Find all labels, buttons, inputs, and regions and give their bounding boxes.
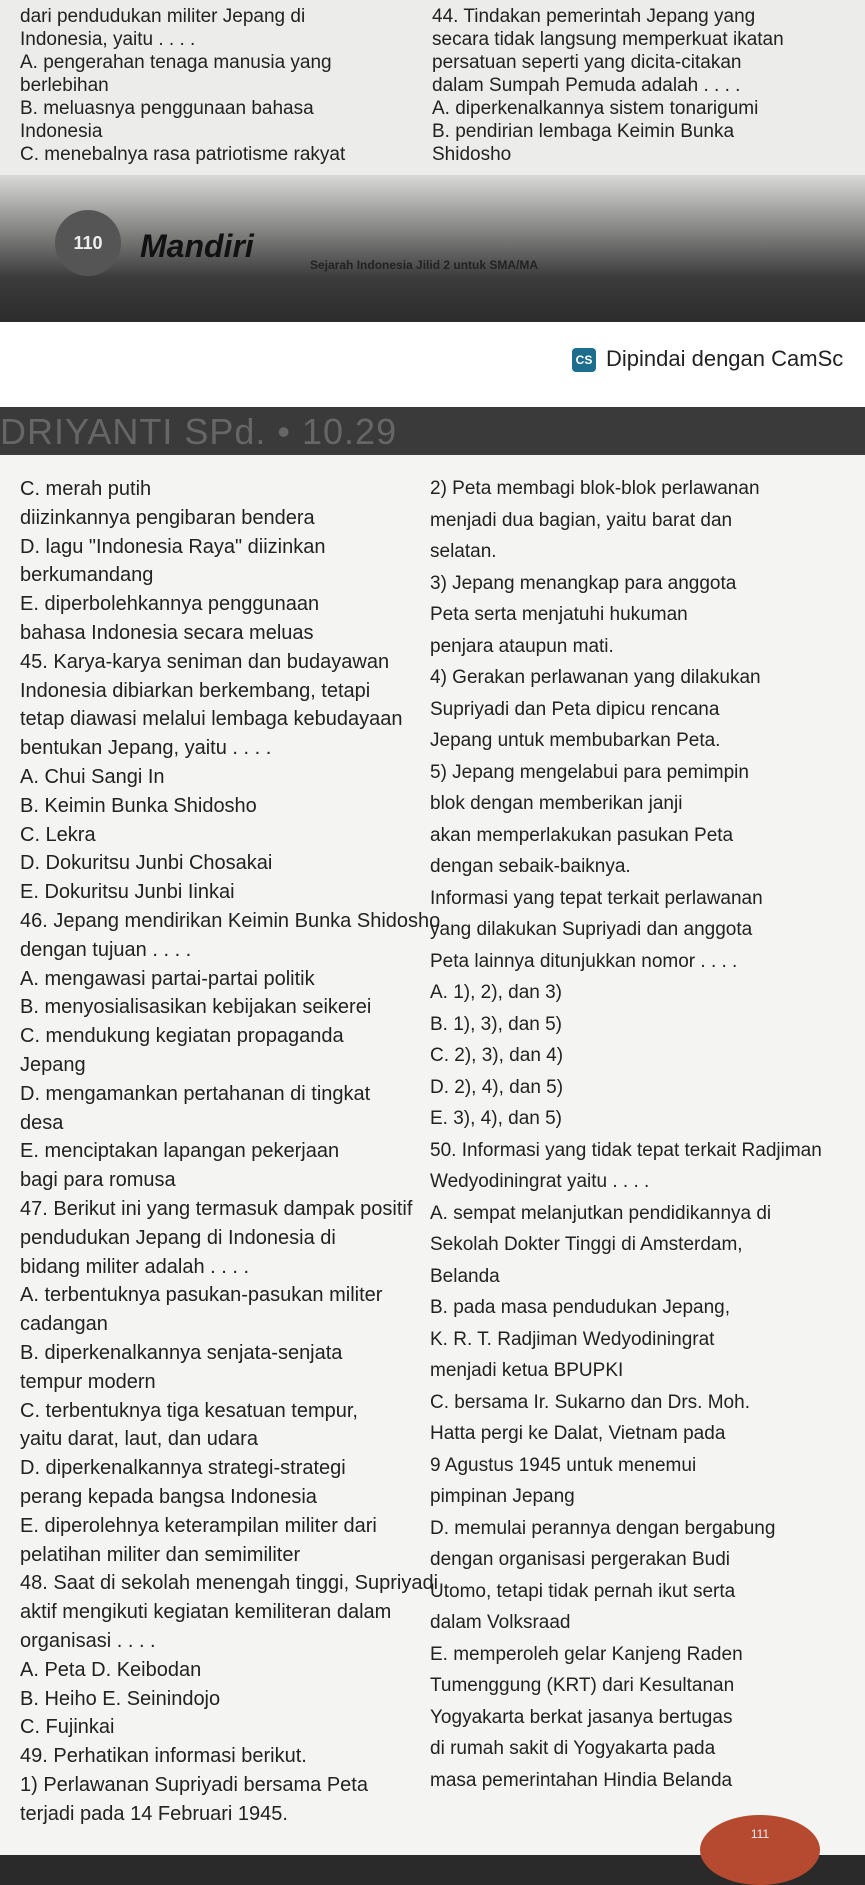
- text-line: bahasa Indonesia secara meluas: [20, 622, 314, 644]
- text-line: organisasi . . . .: [20, 1630, 156, 1652]
- text-line: berlebihan: [20, 75, 109, 96]
- text-line: Sekolah Dokter Tinggi di Amsterdam,: [430, 1234, 743, 1255]
- page-bottom-scan: [0, 407, 865, 1855]
- text-line: A. Peta D. Keibodan: [20, 1658, 202, 1681]
- text-line: diizinkannya pengibaran bendera: [20, 506, 315, 529]
- text-line: persatuan seperti yang dicita-citakan: [432, 52, 742, 73]
- text-line: C. merah putih: [20, 478, 152, 500]
- text-line: A. terbentuknya pasukan-pasukan militer: [20, 1284, 383, 1307]
- text-line: Belanda: [430, 1265, 500, 1287]
- text-line: C. Fujinkai: [20, 1716, 115, 1739]
- text-line: Jepang: [20, 1054, 86, 1076]
- camscanner-text: Dipindai dengan CamSc: [606, 346, 844, 371]
- text-line: K. R. T. Radjiman Wedyodiningrat: [430, 1328, 715, 1350]
- text-line: akan memperlakukan pasukan Peta: [430, 824, 734, 846]
- text-line: 45. Karya-karya seniman dan budayawan: [20, 650, 390, 673]
- page-number-badge: 110: [55, 210, 121, 276]
- text-line: Tumenggung (KRT) dari Kesultanan: [430, 1675, 735, 1696]
- text-line: 47. Berikut ini yang termasuk dampak positif: [20, 1198, 413, 1220]
- text-line: dalam Volksraad: [430, 1612, 571, 1633]
- text-line: perang kepada bangsa Indonesia: [20, 1486, 317, 1508]
- text-line: 3) Jepang menangkap para anggota: [430, 572, 737, 594]
- text-line: A. diperkenalkannya sistem tonarigumi: [432, 98, 759, 119]
- text-line: Hatta pergi ke Dalat, Vietnam pada: [430, 1423, 726, 1444]
- text-line: Peta serta menjatuhi hukuman: [430, 604, 688, 625]
- text-line: bidang militer adalah . . . .: [20, 1255, 250, 1278]
- scan-header-text: DRIYANTI SPd. • 10.29: [0, 411, 398, 452]
- text-line: Supriyadi dan Peta dipicu rencana: [430, 698, 720, 720]
- text-line: blok dengan memberikan janji: [430, 793, 683, 814]
- text-line: pendudukan Jepang di Indonesia di: [20, 1226, 336, 1249]
- text-line: B. diperkenalkannya senjata-senjata: [20, 1342, 343, 1364]
- text-line: Shidosho: [432, 144, 512, 165]
- text-line: C. mendukung kegiatan propaganda: [20, 1025, 344, 1048]
- text-line: Utomo, tetapi tidak pernah ikut serta: [430, 1580, 736, 1602]
- text-line: C. terbentuknya tiga kesatuan tempur,: [20, 1399, 358, 1422]
- text-line: yang dilakukan Supriyadi dan anggota: [430, 919, 753, 940]
- text-line: pimpinan Jepang: [430, 1486, 575, 1507]
- brand-title: Mandiri: [140, 228, 254, 264]
- text-line: C. Lekra: [20, 823, 96, 846]
- text-line: aktif mengikuti kegiatan kemiliteran dalam: [20, 1601, 392, 1624]
- text-line: tetap diawasi melalui lembaga kebudayaan: [20, 708, 403, 731]
- text-line: B. meluasnya penggunaan bahasa: [20, 98, 314, 119]
- text-line: penjara ataupun mati.: [430, 635, 614, 657]
- text-line: menjadi ketua BPUPKI: [430, 1360, 624, 1381]
- text-line: C. menebalnya rasa patriotisme rakyat: [20, 144, 346, 165]
- text-line: A. 1), 2), dan 3): [430, 982, 563, 1003]
- text-line: dengan tujuan . . . .: [20, 938, 192, 961]
- text-line: B. pada masa pendudukan Jepang,: [430, 1297, 731, 1318]
- text-line: A. mengawasi partai-partai politik: [20, 967, 315, 990]
- text-line: B. pendirian lembaga Keimin Bunka: [432, 121, 735, 142]
- text-line: E. diperbolehkannya penggunaan: [20, 593, 320, 616]
- text-line: Indonesia: [20, 121, 103, 142]
- text-line: E. 3), 4), dan 5): [430, 1108, 563, 1129]
- text-line: D. mengamankan pertahanan di tingkat: [20, 1082, 371, 1105]
- text-line: C. bersama Ir. Sukarno dan Drs. Moh.: [430, 1391, 750, 1413]
- text-line: D. diperkenalkannya strategi-strategi: [20, 1457, 346, 1480]
- text-line: di rumah sakit di Yogyakarta pada: [430, 1738, 716, 1759]
- text-line: Yogyakarta berkat jasanya bertugas: [430, 1706, 733, 1728]
- text-line: B. Heiho E. Seinindojo: [20, 1687, 221, 1710]
- text-line: terjadi pada 14 Februari 1945.: [20, 1802, 288, 1825]
- text-line: A. sempat melanjutkan pendidikannya di: [430, 1202, 772, 1224]
- text-line: B. Keimin Bunka Shidosho: [20, 794, 257, 817]
- text-line: masa pemerintahan Hindia Belanda: [430, 1769, 733, 1791]
- text-line: 48. Saat di sekolah menengah tinggi, Supriyadi: [20, 1572, 439, 1595]
- text-line: dari pendudukan militer Jepang di: [20, 6, 306, 27]
- text-line: bagi para romusa: [20, 1169, 176, 1192]
- text-line: 9 Agustus 1945 untuk menemui: [430, 1454, 697, 1476]
- text-line: menjadi dua bagian, yaitu barat dan: [430, 509, 733, 531]
- text-line: 46. Jepang mendirikan Keimin Bunka Shidosho: [20, 910, 441, 932]
- text-line: 1) Perlawanan Supriyadi bersama Peta: [20, 1774, 368, 1796]
- text-line: 2) Peta membagi blok-blok perlawanan: [430, 478, 760, 499]
- text-line: A. pengerahan tenaga manusia yang: [20, 52, 332, 73]
- text-line: Peta lainnya ditunjukkan nomor . . . .: [430, 950, 738, 972]
- text-line: selatan.: [430, 541, 497, 562]
- text-line: Informasi yang tepat terkait perlawanan: [430, 887, 763, 909]
- text-line: 5) Jepang mengelabui para pemimpin: [430, 761, 749, 783]
- camscanner-logo-icon: CS: [572, 348, 596, 372]
- text-line: D. 2), 4), dan 5): [430, 1076, 564, 1098]
- text-line: Indonesia dibiarkan berkembang, tetapi: [20, 679, 371, 702]
- text-line: E. diperolehnya keterampilan militer dari: [20, 1514, 377, 1537]
- text-line: E. Dokuritsu Junbi Iinkai: [20, 881, 235, 904]
- text-line: C. 2), 3), dan 4): [430, 1045, 564, 1066]
- text-line: E. menciptakan lapangan pekerjaan: [20, 1140, 340, 1163]
- text-line: bentukan Jepang, yaitu . . . .: [20, 737, 272, 760]
- text-line: cadangan: [20, 1313, 108, 1336]
- text-line: yaitu darat, laut, dan udara: [20, 1428, 258, 1451]
- text-line: Indonesia, yaitu . . . .: [20, 29, 196, 50]
- page-top-scan: [0, 0, 865, 322]
- text-line: B. menyosialisasikan kebijakan seikerei: [20, 996, 372, 1019]
- text-line: E. memperoleh gelar Kanjeng Raden: [430, 1643, 743, 1665]
- text-line: B. 1), 3), dan 5): [430, 1013, 563, 1035]
- text-line: secara tidak langsung memperkuat ikatan: [432, 29, 784, 50]
- text-line: desa: [20, 1111, 64, 1134]
- text-line: D. Dokuritsu Junbi Chosakai: [20, 852, 273, 875]
- text-line: pelatihan militer dan semimiliter: [20, 1543, 301, 1566]
- text-line: tempur modern: [20, 1370, 156, 1393]
- text-line: D. memulai perannya dengan bergabung: [430, 1517, 776, 1539]
- text-line: Jepang untuk membubarkan Peta.: [430, 730, 721, 751]
- text-line: dalam Sumpah Pemuda adalah . . . .: [432, 75, 741, 96]
- scan-header: [0, 407, 865, 455]
- text-line: 4) Gerakan perlawanan yang dilakukan: [430, 667, 761, 688]
- corner-mark: 111: [700, 1815, 820, 1885]
- text-line: A. Chui Sangi In: [20, 766, 165, 788]
- text-line: D. lagu "Indonesia Raya" diizinkan: [20, 535, 326, 558]
- book-subtitle: Sejarah Indonesia Jilid 2 untuk SMA/MA: [310, 258, 539, 272]
- footer-band: [0, 175, 865, 322]
- text-line: 50. Informasi yang tidak tepat terkait Radjiman: [430, 1139, 822, 1161]
- text-line: dengan organisasi pergerakan Budi: [430, 1549, 730, 1570]
- text-line: 44. Tindakan pemerintah Jepang yang: [432, 6, 756, 27]
- text-line: berkumandang: [20, 564, 154, 587]
- text-line: Wedyodiningrat yaitu . . . .: [430, 1171, 650, 1192]
- text-line: 49. Perhatikan informasi berikut.: [20, 1745, 307, 1768]
- text-line: dengan sebaik-baiknya.: [430, 856, 631, 877]
